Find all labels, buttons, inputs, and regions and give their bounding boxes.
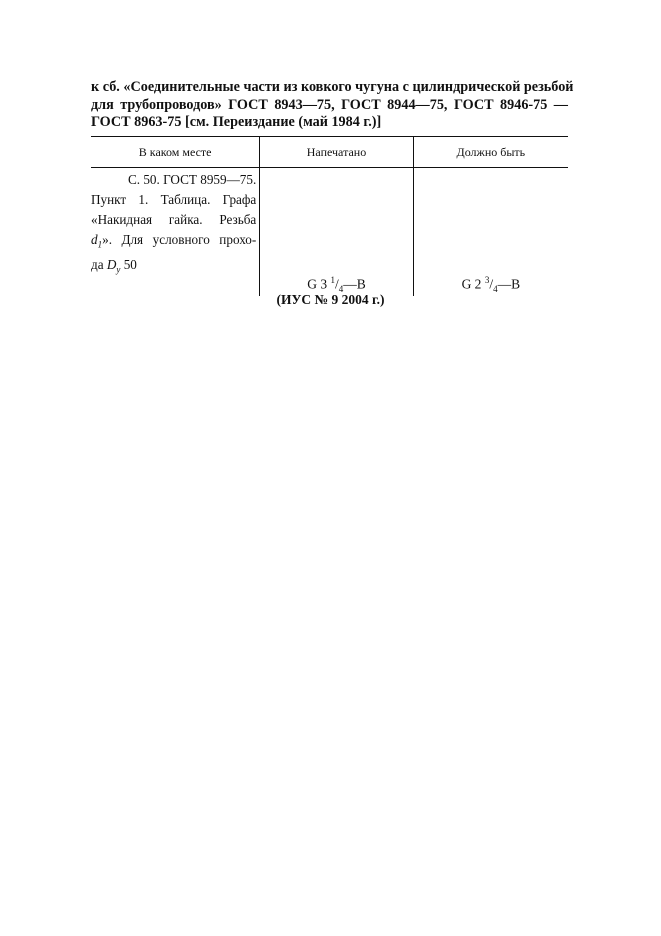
- location-line-4-text: ». Для условного прохо-: [102, 232, 257, 247]
- column-header-printed: Напечатано: [259, 137, 412, 167]
- should-be-prefix: G 2: [461, 276, 485, 292]
- header-line-2: для трубопроводов» ГОСТ 8943—75, ГОСТ 8944—75, ГОСТ 8946-75 —: [91, 96, 568, 113]
- printed-value: G 3 $^1/_4—В$: [307, 274, 366, 294]
- amendment-header: [91, 79, 574, 132]
- printed-prefix: G 3: [307, 276, 331, 292]
- should-be-cell: [413, 168, 568, 296]
- printed-cell: [259, 168, 412, 296]
- header-line-3: ГОСТ 8963-75 [см. Переиздание (май 1984 г.)]: [91, 114, 382, 130]
- should-be-denominator: 4: [493, 284, 498, 294]
- corrections-table: [91, 136, 568, 296]
- column-header-location: В каком месте: [138, 145, 212, 159]
- header-line-1: к сб. «Соединительные части из ковкого чугуна с цилиндрической резьбой: [91, 79, 574, 95]
- location-line-5: [91, 255, 259, 280]
- location-line-4: [91, 230, 259, 255]
- location-line-1: С. 50. ГОСТ 8959—75.: [127, 172, 257, 187]
- thread-diameter-symbol: d: [91, 232, 98, 247]
- should-be-value: G 2 $^3/_4—В$: [461, 274, 521, 294]
- should-be-numerator: 3: [484, 274, 490, 285]
- nominal-bore-subscript: у: [116, 264, 121, 275]
- column-header-should-be: Должно быть: [413, 137, 568, 167]
- should-be-suffix: —В: [497, 276, 521, 292]
- location-line-2: Пункт 1. Таблица. Графа: [91, 192, 257, 207]
- thread-diameter-subscript: 1: [97, 239, 103, 250]
- location-cell: [91, 168, 259, 296]
- table-row: [91, 168, 568, 296]
- location-line-3: «Накидная гайка. Резьба: [91, 212, 257, 227]
- location-line-5-prefix: да: [91, 256, 107, 272]
- nominal-bore-symbol: D: [106, 256, 117, 272]
- printed-denominator: 4: [338, 284, 344, 294]
- table-header-row: [91, 137, 568, 168]
- ius-reference: (ИУС № 9 2004 г.): [276, 292, 385, 307]
- printed-suffix: —В: [343, 276, 366, 292]
- nominal-bore-value: 50: [120, 256, 137, 272]
- printed-numerator: 1: [330, 274, 335, 285]
